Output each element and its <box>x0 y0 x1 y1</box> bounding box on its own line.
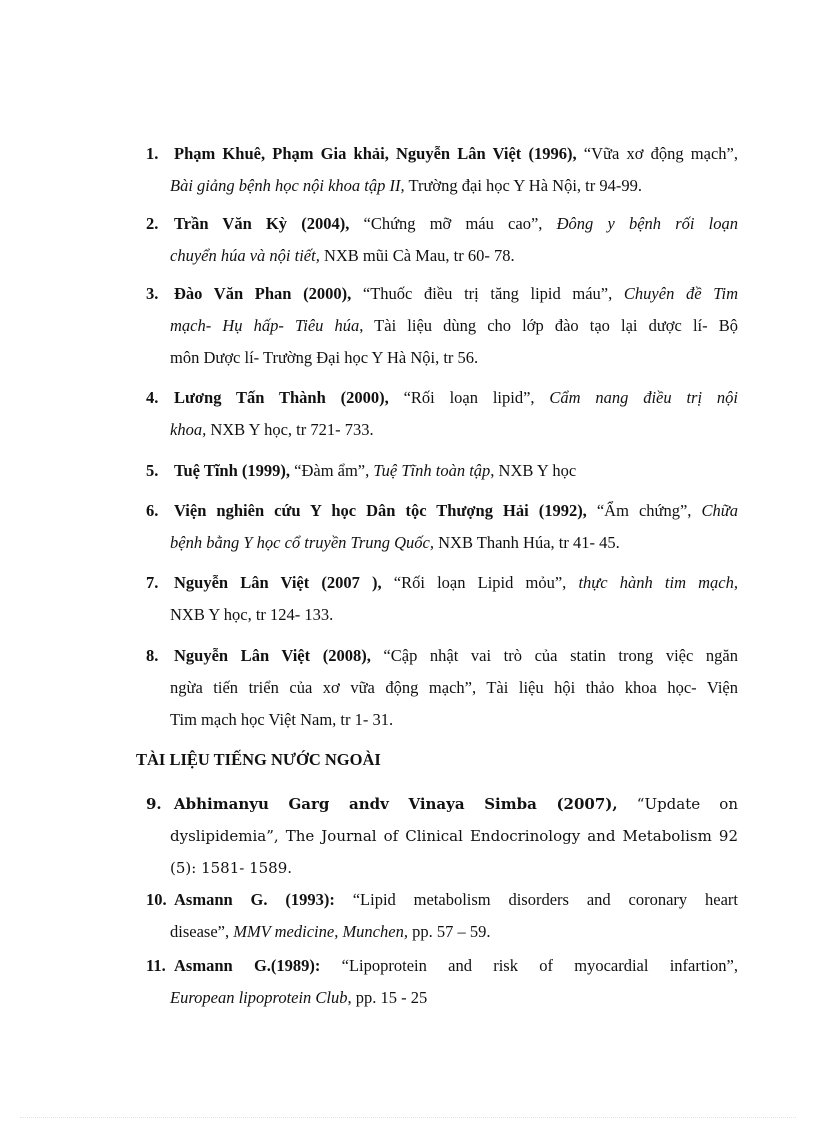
reference-author: Phạm Khuê, Phạm Gia khải, Nguyễn Lân Việt (1996), <box>174 144 577 163</box>
reference-source: MMV medicine <box>233 922 335 941</box>
reference-line <box>146 884 738 916</box>
reference-publisher: ngừa tiến triển của xơ vữa động mạch”, Tài liệu hội thảo khoa học- Viện <box>170 678 738 697</box>
reference-author: Nguyễn Lân Việt (2008), <box>174 646 371 665</box>
reference-publisher: , Tài liệu dùng cho lớp đào tạo lại dược lí- Bộ <box>359 316 738 335</box>
reference-line <box>146 567 738 599</box>
reference-source: Munchen, <box>342 922 408 941</box>
reference-number: 7. <box>146 573 159 592</box>
reference-number: 11. <box>146 956 166 975</box>
reference-publisher: (5): 1581- 1589. <box>170 859 293 877</box>
reference-number: 3. <box>146 284 159 303</box>
reference-title: “Lipid metabolism disorders and coronary heart <box>334 890 738 909</box>
reference-item-1 <box>146 138 738 202</box>
reference-line <box>146 455 738 487</box>
reference-line <box>146 640 738 672</box>
reference-source: Chữa <box>701 501 738 520</box>
reference-title: “Chứng mỡ máu cao”, <box>349 214 557 233</box>
reference-author: Viện nghiên cứu Y học Dân tộc Thượng Hải (1992), <box>174 501 587 520</box>
reference-item-4 <box>146 382 738 446</box>
reference-publisher: NXB Y học, tr 124- 133. <box>170 605 334 624</box>
reference-author: Tuệ Tĩnh (1999), <box>174 461 290 480</box>
reference-line <box>146 950 738 982</box>
reference-title: “Update on <box>617 795 738 813</box>
reference-source: mạch- Hụ hấp- Tiêu húa <box>170 316 360 335</box>
reference-title: “Ẩm chứng”, <box>586 501 702 520</box>
reference-line <box>146 852 738 884</box>
reference-line <box>146 170 738 202</box>
reference-number: 10. <box>146 890 167 909</box>
reference-item-8 <box>146 640 738 736</box>
reference-line <box>146 278 738 310</box>
reference-line <box>146 982 738 1014</box>
reference-publisher: NXB Thanh Húa, tr 41- 45. <box>433 533 620 552</box>
reference-line <box>146 527 738 559</box>
reference-line <box>146 704 738 736</box>
reference-number: 6. <box>146 501 159 520</box>
reference-author: Asmann G. (1993): <box>174 890 335 909</box>
reference-line <box>146 310 738 342</box>
reference-item-3 <box>146 278 738 374</box>
reference-item-10 <box>146 884 738 948</box>
reference-number: 9. <box>146 795 162 813</box>
reference-source: chuyển húa và nội tiết, <box>170 246 320 265</box>
reference-title: “Đàm ẩm”, <box>290 461 374 480</box>
reference-item-6 <box>146 495 738 559</box>
reference-publisher: môn Dược lí- Trường Đại học Y Hà Nội, tr 56. <box>170 348 479 367</box>
reference-publisher: , NXB Y học <box>490 461 577 480</box>
reference-line <box>146 138 738 170</box>
reference-source: khoa, <box>170 420 207 439</box>
reference-line <box>146 599 738 631</box>
reference-publisher: Trường đại học Y Hà Nội, tr 94-99. <box>404 176 642 195</box>
reference-source: bệnh bằng Y học cổ truyền Trung Quốc, <box>170 533 434 552</box>
reference-author: Đào Văn Phan (2000), <box>174 284 352 303</box>
reference-publisher: NXB mũi Cà Mau, tr 60- 78. <box>319 246 515 265</box>
reference-source: Chuyên đề Tim <box>623 284 738 303</box>
reference-line <box>146 916 738 948</box>
reference-item-11 <box>146 950 738 1014</box>
reference-line <box>146 414 738 446</box>
reference-number: 4. <box>146 388 159 407</box>
reference-publisher: dyslipidemia”, The Journal of Clinical Endocrinology and Metabolism 92 <box>170 827 738 845</box>
reference-line <box>146 788 738 820</box>
reference-source: thực hành tim mạch, <box>578 573 738 592</box>
reference-source: Tuệ Tĩnh toàn tập <box>373 461 491 480</box>
reference-publisher: , pp. 15 - 25 <box>347 988 428 1007</box>
reference-item-5 <box>146 455 738 487</box>
reference-line <box>146 382 738 414</box>
reference-source: Đông y bệnh rối loạn <box>556 214 738 233</box>
reference-item-2 <box>146 208 738 272</box>
reference-number: 8. <box>146 646 159 665</box>
reference-item-9 <box>146 788 738 884</box>
reference-number: 5. <box>146 461 159 480</box>
reference-line <box>146 208 738 240</box>
reference-separator: , <box>334 922 343 941</box>
reference-title: “Cập nhật vai trò của statin trong việc ngăn <box>370 646 738 665</box>
reference-publisher: disease”, <box>170 922 234 941</box>
reference-line <box>146 240 738 272</box>
reference-publisher: NXB Y học, tr 721- 733. <box>206 420 374 439</box>
reference-author: Nguyễn Lân Việt (2007 ), <box>174 573 382 592</box>
reference-title: “Lipoprotein and risk of myocardial infartion”, <box>320 956 738 975</box>
reference-title: “Rối loạn lipid”, <box>388 388 550 407</box>
reference-number: 1. <box>146 144 159 163</box>
reference-source: Cẩm nang điều trị nội <box>549 388 738 407</box>
reference-publisher: pp. 57 – 59. <box>407 922 491 941</box>
reference-author: Trần Văn Kỳ (2004), <box>174 214 350 233</box>
reference-author: Abhimanyu Garg andv Vinaya Simba (2007), <box>174 795 618 813</box>
page-bottom-divider <box>20 1117 796 1118</box>
reference-item-7 <box>146 567 738 631</box>
reference-title: “Vữa xơ động mạch”, <box>576 144 738 163</box>
reference-source: European lipoprotein Club <box>170 988 348 1007</box>
reference-author: Asmann G.(1989): <box>174 956 321 975</box>
reference-title: “Rối loạn Lipid mỏu”, <box>381 573 579 592</box>
reference-line <box>146 672 738 704</box>
reference-publisher: Tim mạch học Việt Nam, tr 1- 31. <box>170 710 394 729</box>
reference-line <box>146 342 738 374</box>
reference-line <box>146 495 738 527</box>
reference-source: Bài giảng bệnh học nội khoa tập II, <box>170 176 405 195</box>
reference-number: 2. <box>146 214 159 233</box>
reference-title: “Thuốc điều trị tăng lipid máu”, <box>351 284 624 303</box>
reference-author: Lương Tấn Thành (2000), <box>174 388 389 407</box>
section-heading: TÀI LIỆU TIẾNG NƯỚC NGOÀI <box>136 750 381 769</box>
reference-line <box>146 820 738 852</box>
